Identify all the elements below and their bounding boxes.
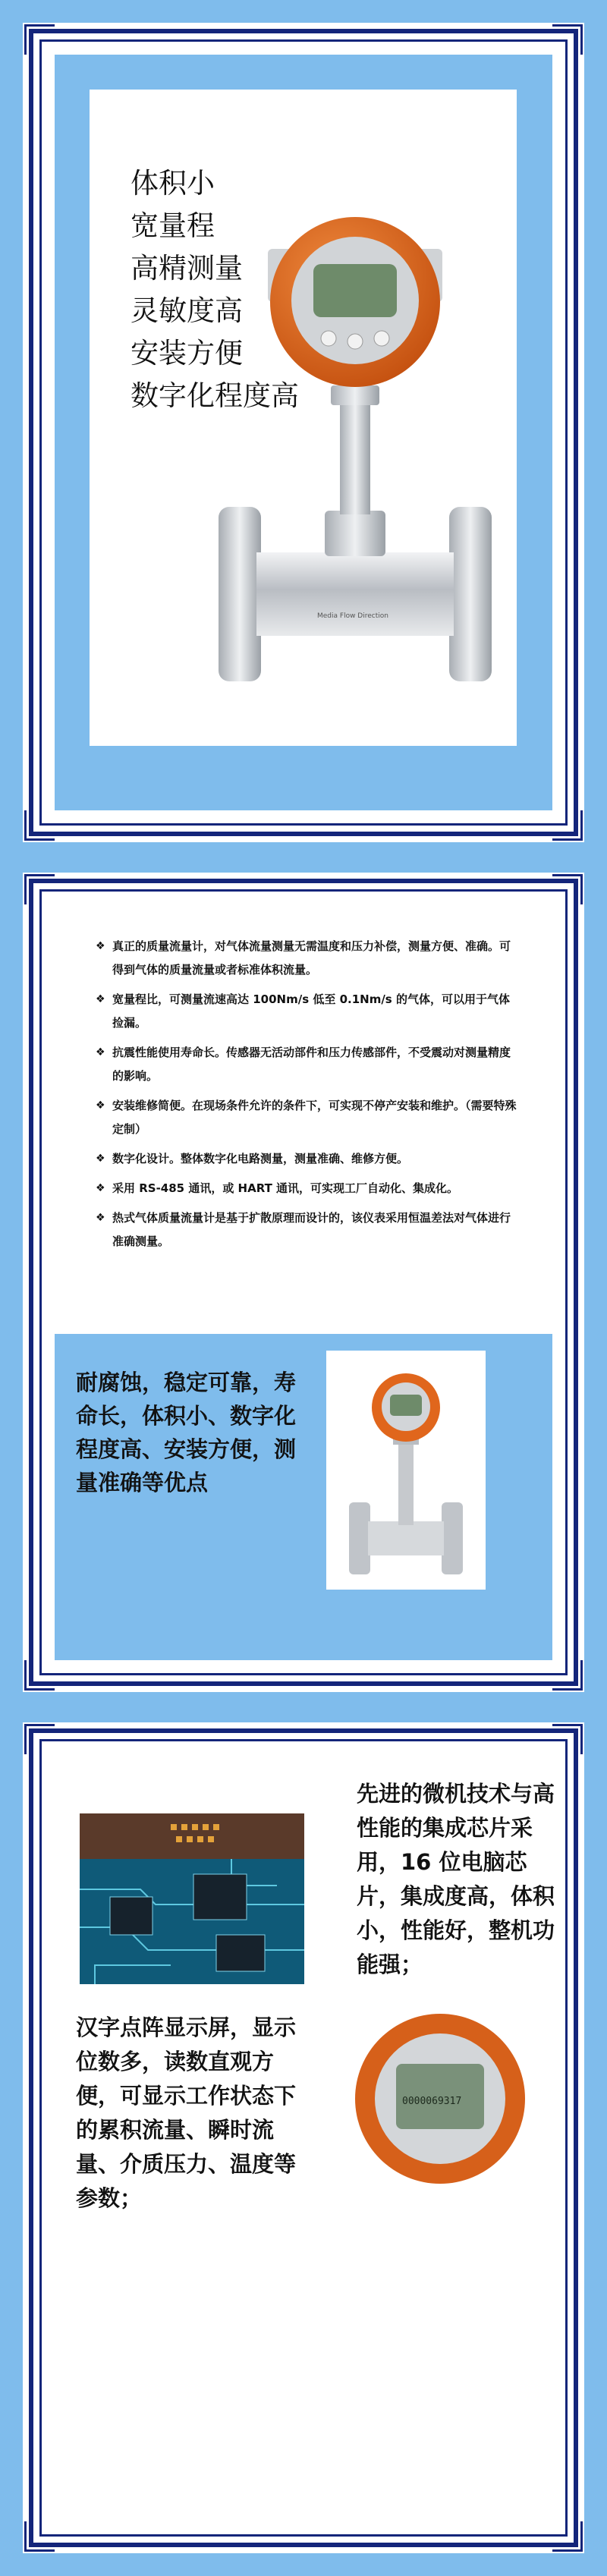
frame-corner (24, 2521, 55, 2552)
spec-text: 安装维修简便。在现场条件允许的条件下，可实现不停产安装和维护。（需要特殊定制） (112, 1099, 517, 1136)
button-icon (321, 331, 336, 346)
spec-text: 宽量程比，可测量流速高达 100Nm/s 低至 0.1Nm/s 的气体，可以用于气体捡漏。 (112, 992, 510, 1030)
spec-text: 数字化设计。整体数字化电路测量，测量准确、维修方便。 (112, 1152, 409, 1165)
diamond-bullet-icon: ❖ (96, 1099, 105, 1112)
feature-panel (23, 23, 584, 842)
flange-right (449, 507, 492, 681)
diamond-bullet-icon: ❖ (96, 1212, 105, 1224)
feature-item: 数字化程度高 (131, 379, 299, 412)
product-thumbnail (326, 1351, 486, 1590)
pipe-body (256, 552, 454, 636)
flow-meter-image (203, 211, 507, 697)
spec-item (96, 1177, 521, 1200)
meter-label: Media Flow Direction (317, 612, 388, 620)
spec-panel (23, 873, 584, 1692)
spec-item (96, 1041, 521, 1088)
feature-item: 灵敏度高 (131, 294, 243, 327)
button-icon (374, 331, 389, 346)
feature-item: 宽量程 (131, 209, 215, 242)
spec-item (96, 935, 521, 982)
feature-item: 高精测量 (131, 252, 243, 285)
frame-corner (552, 2521, 583, 2552)
spec-item (96, 1094, 521, 1141)
display-description: 汉字点阵显示屏，显示位数多，读数直观方便，可显示工作状态下的累积流量、瞬时流量、介质压力、温度等参数； (76, 2015, 297, 2211)
button-icon (348, 334, 363, 349)
display-closeup-image (349, 2009, 531, 2185)
spec-item (96, 1206, 521, 1253)
diamond-bullet-icon: ❖ (96, 1153, 105, 1165)
feature-item: 体积小 (131, 167, 215, 200)
spec-card (55, 904, 552, 1334)
flange-left (219, 507, 261, 681)
stem (340, 401, 370, 514)
diamond-bullet-icon: ❖ (96, 1046, 105, 1058)
frame-corner (552, 810, 583, 841)
spec-item (96, 988, 521, 1035)
chip-description: 先进的微机技术与高性能的集成芯片采用，16 位电脑芯片，集成度高，体积小，性能好，整机功能强； (357, 1781, 555, 1977)
feature-item: 安装方便 (131, 337, 243, 370)
frame-corner (552, 1660, 583, 1691)
technology-panel (23, 1722, 584, 2553)
spec-text: 真正的质量流量计，对气体流量测量无需温度和压力补偿，测量方便、准确。可得到气体的质量流量或者标准体积流量。 (112, 939, 511, 977)
spec-text: 采用 RS-485 通讯，或 HART 通讯，可实现工厂自动化、集成化。 (112, 1181, 459, 1195)
spec-text: 抗震性能使用寿命长。传感器无活动部件和压力传感部件，不受震动对测量精度的影响。 (112, 1046, 511, 1083)
spec-item (96, 1147, 521, 1171)
product-card (90, 90, 517, 746)
stem-nut (331, 385, 379, 405)
frame-corner (24, 1724, 55, 1754)
frame-corner (24, 24, 55, 55)
frame-corner (552, 24, 583, 55)
frame-corner (24, 874, 55, 904)
frame-corner (552, 1724, 583, 1754)
frame-corner (24, 1660, 55, 1691)
spec-text: 热式气体质量流量计是基于扩散原理而设计的，该仪表采用恒温差法对气体进行准确测量。 (112, 1211, 511, 1248)
frame-corner (552, 874, 583, 904)
flow-meter-thumbnail (326, 1351, 486, 1590)
lcd-screen (313, 264, 397, 317)
advantages-summary: 耐腐蚀，稳定可靠，寿命长，体积小、数字化程度高、安装方便，测量准确等优点 (76, 1370, 297, 1496)
lcd-reading: 0000069317 (402, 2096, 462, 2107)
diamond-bullet-icon: ❖ (96, 1182, 105, 1194)
stem-base (325, 511, 385, 556)
diamond-bullet-icon: ❖ (96, 993, 105, 1005)
diamond-bullet-icon: ❖ (96, 940, 105, 952)
circuit-board-image (80, 1813, 304, 1984)
spec-list (96, 935, 521, 1260)
frame-corner (24, 810, 55, 841)
